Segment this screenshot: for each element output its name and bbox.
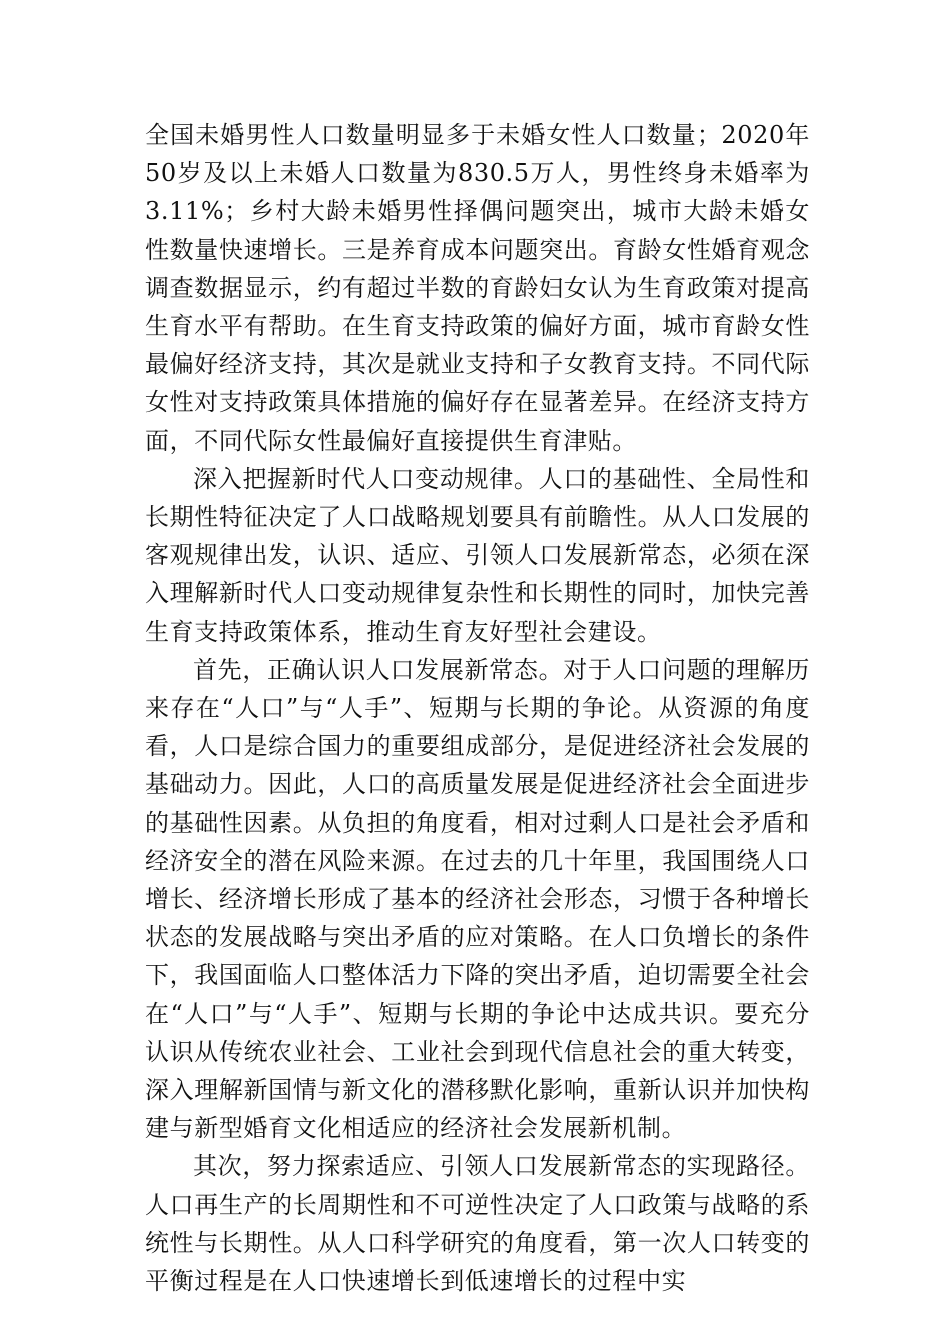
paragraph-3: 首先，正确认识人口发展新常态。对于人口问题的理解历来存在“人口”与“人手”、短期与长期的争论。从资源的角度看，人口是综合国力的重要组成部分，是促进经济社会发展的基础动力。因此，人口的高质量发展是促进经济社会全面进步的基础性因素。从负担的角度看，相对过剩人口是社会矛盾和经济安全的潜在风险来源。在过去的几十年里，我国围绕人口增长、经济增长形成了基本的经济社会形态，习惯于各种增长状态的发展战略与突出矛盾的应对策略。在人口负增长的条件下，我国面临人口整体活力下降的突出矛盾，迫切需要全社会在“人口”与“人手”、短期与长期的争论中达成共识。要充分认识从传统农业社会、工业社会到现代信息社会的重大转变，深入理解新国情与新文化的潜移默化影响，重新认识并加快构建与新型婚育文化相适应的经济社会发展新机制。 (145, 655, 810, 1143)
document-body (145, 116, 810, 1300)
paragraph-1: 全国未婚男性人口数量明显多于未婚女性人口数量；2020年50岁及以上未婚人口数量为830.5万人，男性终身未婚率为3.11%；乡村大龄未婚男性择偶问题突出，城市大龄未婚女性数量快速增长。三是养育成本问题突出。育龄女性婚育观念调查数据显示，约有超过半数的育龄妇女认为生育政策对提高生育水平有帮助。在生育支持政策的偏好方面，城市育龄女性最偏好经济支持，其次是就业支持和子女教育支持。不同代际女性对支持政策具体措施的偏好存在显著差异。在经济支持方面，不同代际女性最偏好直接提供生育津贴。 (145, 121, 810, 455)
paragraph-2: 深入把握新时代人口变动规律。人口的基础性、全局性和长期性特征决定了人口战略规划要具有前瞻性。从人口发展的客观规律出发，认识、适应、引领人口发展新常态，必须在深入理解新时代人口变动规律复杂性和长期性的同时，加快完善生育支持政策体系，推动生育友好型社会建设。 (145, 464, 810, 646)
paragraph-4: 其次，努力探索适应、引领人口发展新常态的实现路径。人口再生产的长周期性和不可逆性决定了人口政策与战略的系统性与长期性。从人口科学研究的角度看，第一次人口转变的平衡过程是在人口快速增长到低速增长的过程中实 (145, 1152, 810, 1296)
